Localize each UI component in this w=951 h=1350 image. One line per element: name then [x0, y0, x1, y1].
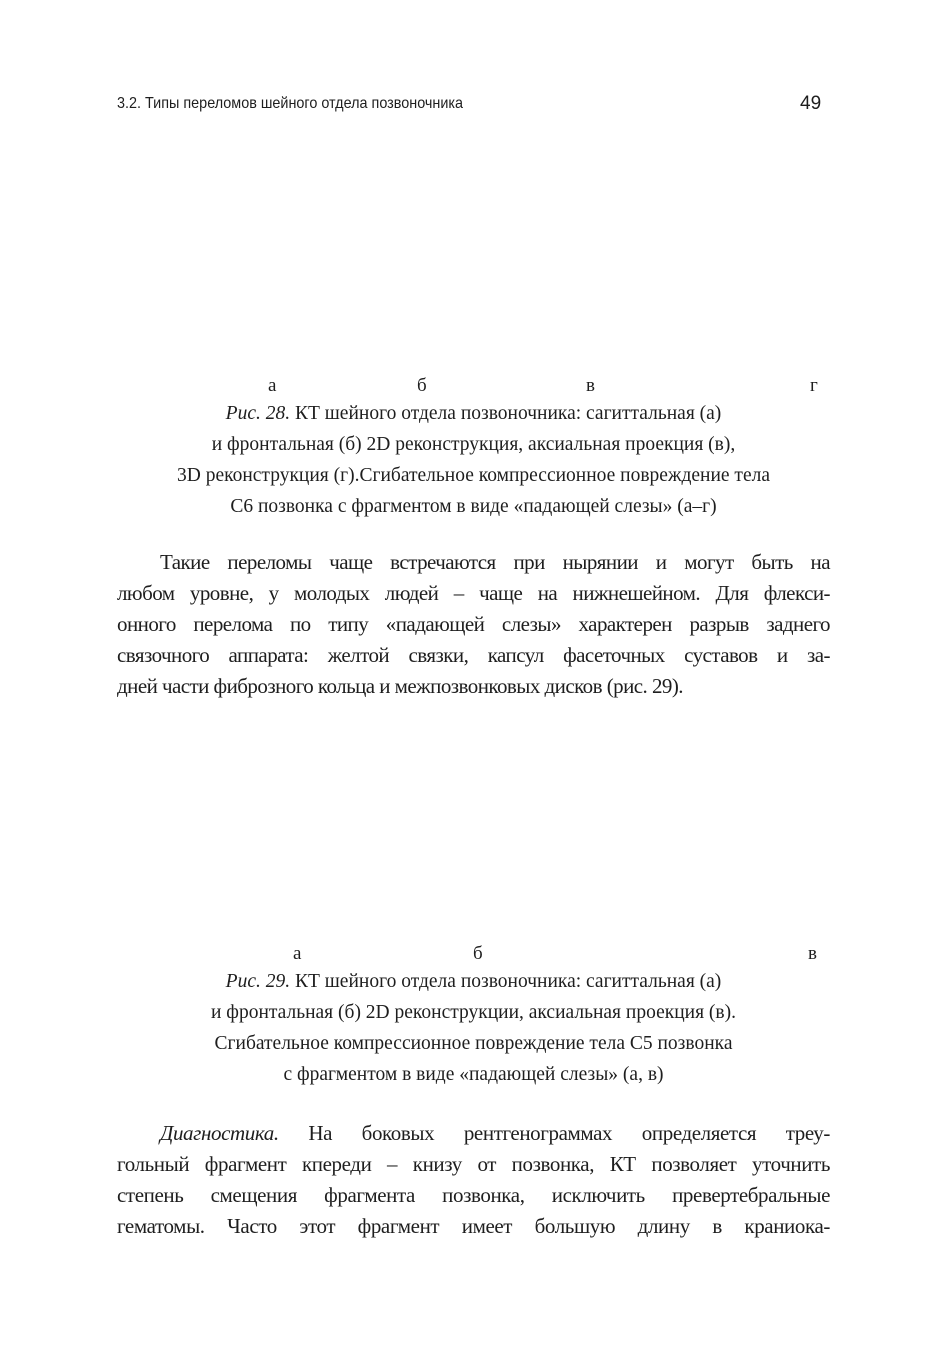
fig28-label-v: в: [586, 375, 595, 396]
paragraph-line: любом уровне, у молодых людей – чаще на нижнешейном. Для флекси-: [117, 581, 830, 605]
running-head: 3.2. Типы переломов шейного отдела позвоночника: [117, 95, 464, 112]
page-number: 49: [800, 93, 822, 114]
paragraph-line: Такие переломы чаще встречаются при нырянии и могут быть на: [160, 550, 830, 574]
fig29-caption: [117, 966, 830, 1090]
fig29-label-v: в: [808, 943, 817, 964]
fig29-caption-line-1: [117, 966, 830, 997]
paragraph-line: дней части фиброзного кольца и межпозвонковых дисков (рис. 29).: [117, 674, 683, 698]
fig28-caption-text: КТ шейного отдела позвоночника: сагиттальная (а): [290, 403, 722, 424]
fig28-caption-label: Рис. 28.: [225, 403, 291, 424]
fig28-caption-line-1: [117, 398, 830, 429]
fig29-label-b: б: [473, 943, 483, 964]
diagnostics-heading: Диагностика.: [160, 1121, 279, 1145]
fig28-caption-line-2: и фронтальная (б) 2D реконструкция, аксиальная проекция (в),: [211, 434, 736, 455]
paragraph-line: гольный фрагмент кпереди – книзу от позвонка, КТ позволяет уточнить: [117, 1152, 830, 1176]
fig28-caption-line-3: 3D реконструкция (г).Сгибательное компрессионное повреждение тела: [177, 465, 770, 486]
fig28-label-a: а: [268, 375, 277, 396]
body-paragraph-1: [117, 547, 830, 702]
paragraph-line: гематомы. Часто этот фрагмент имеет большую длину в краниока-: [117, 1214, 830, 1238]
fig28-caption: [117, 398, 830, 522]
paragraph-line-text: На боковых рентгенограммах определяется треу-: [278, 1121, 830, 1145]
paragraph-line: [117, 1118, 830, 1149]
fig29-caption-line-2: и фронтальная (б) 2D реконструкции, аксиальная проекция (в).: [211, 1002, 736, 1023]
paragraph-line: онного перелома по типу «падающей слезы» характерен разрыв заднего: [117, 612, 830, 636]
fig28-caption-line-4: С6 позвонка с фрагментом в виде «падающей слезы» (а–г): [230, 496, 717, 517]
body-paragraph-2: [117, 1118, 830, 1242]
paragraph-line: связочного аппарата: желтой связки, капсул фасеточных суставов и за-: [117, 643, 830, 667]
fig28-label-b: б: [417, 375, 427, 396]
fig29-caption-label: Рис. 29.: [225, 971, 291, 992]
fig29-caption-line-4: с фрагментом в виде «падающей слезы» (а, в): [283, 1064, 664, 1085]
paragraph-line: степень смещения фрагмента позвонка, исключить превертебральные: [117, 1183, 830, 1207]
fig29-caption-line-3: Сгибательное компрессионное повреждение тела С5 позвонка: [214, 1033, 733, 1054]
fig29-label-a: а: [293, 943, 302, 964]
fig28-label-g: г: [810, 375, 818, 396]
fig29-caption-text: КТ шейного отдела позвоночника: сагиттальная (а): [290, 971, 722, 992]
